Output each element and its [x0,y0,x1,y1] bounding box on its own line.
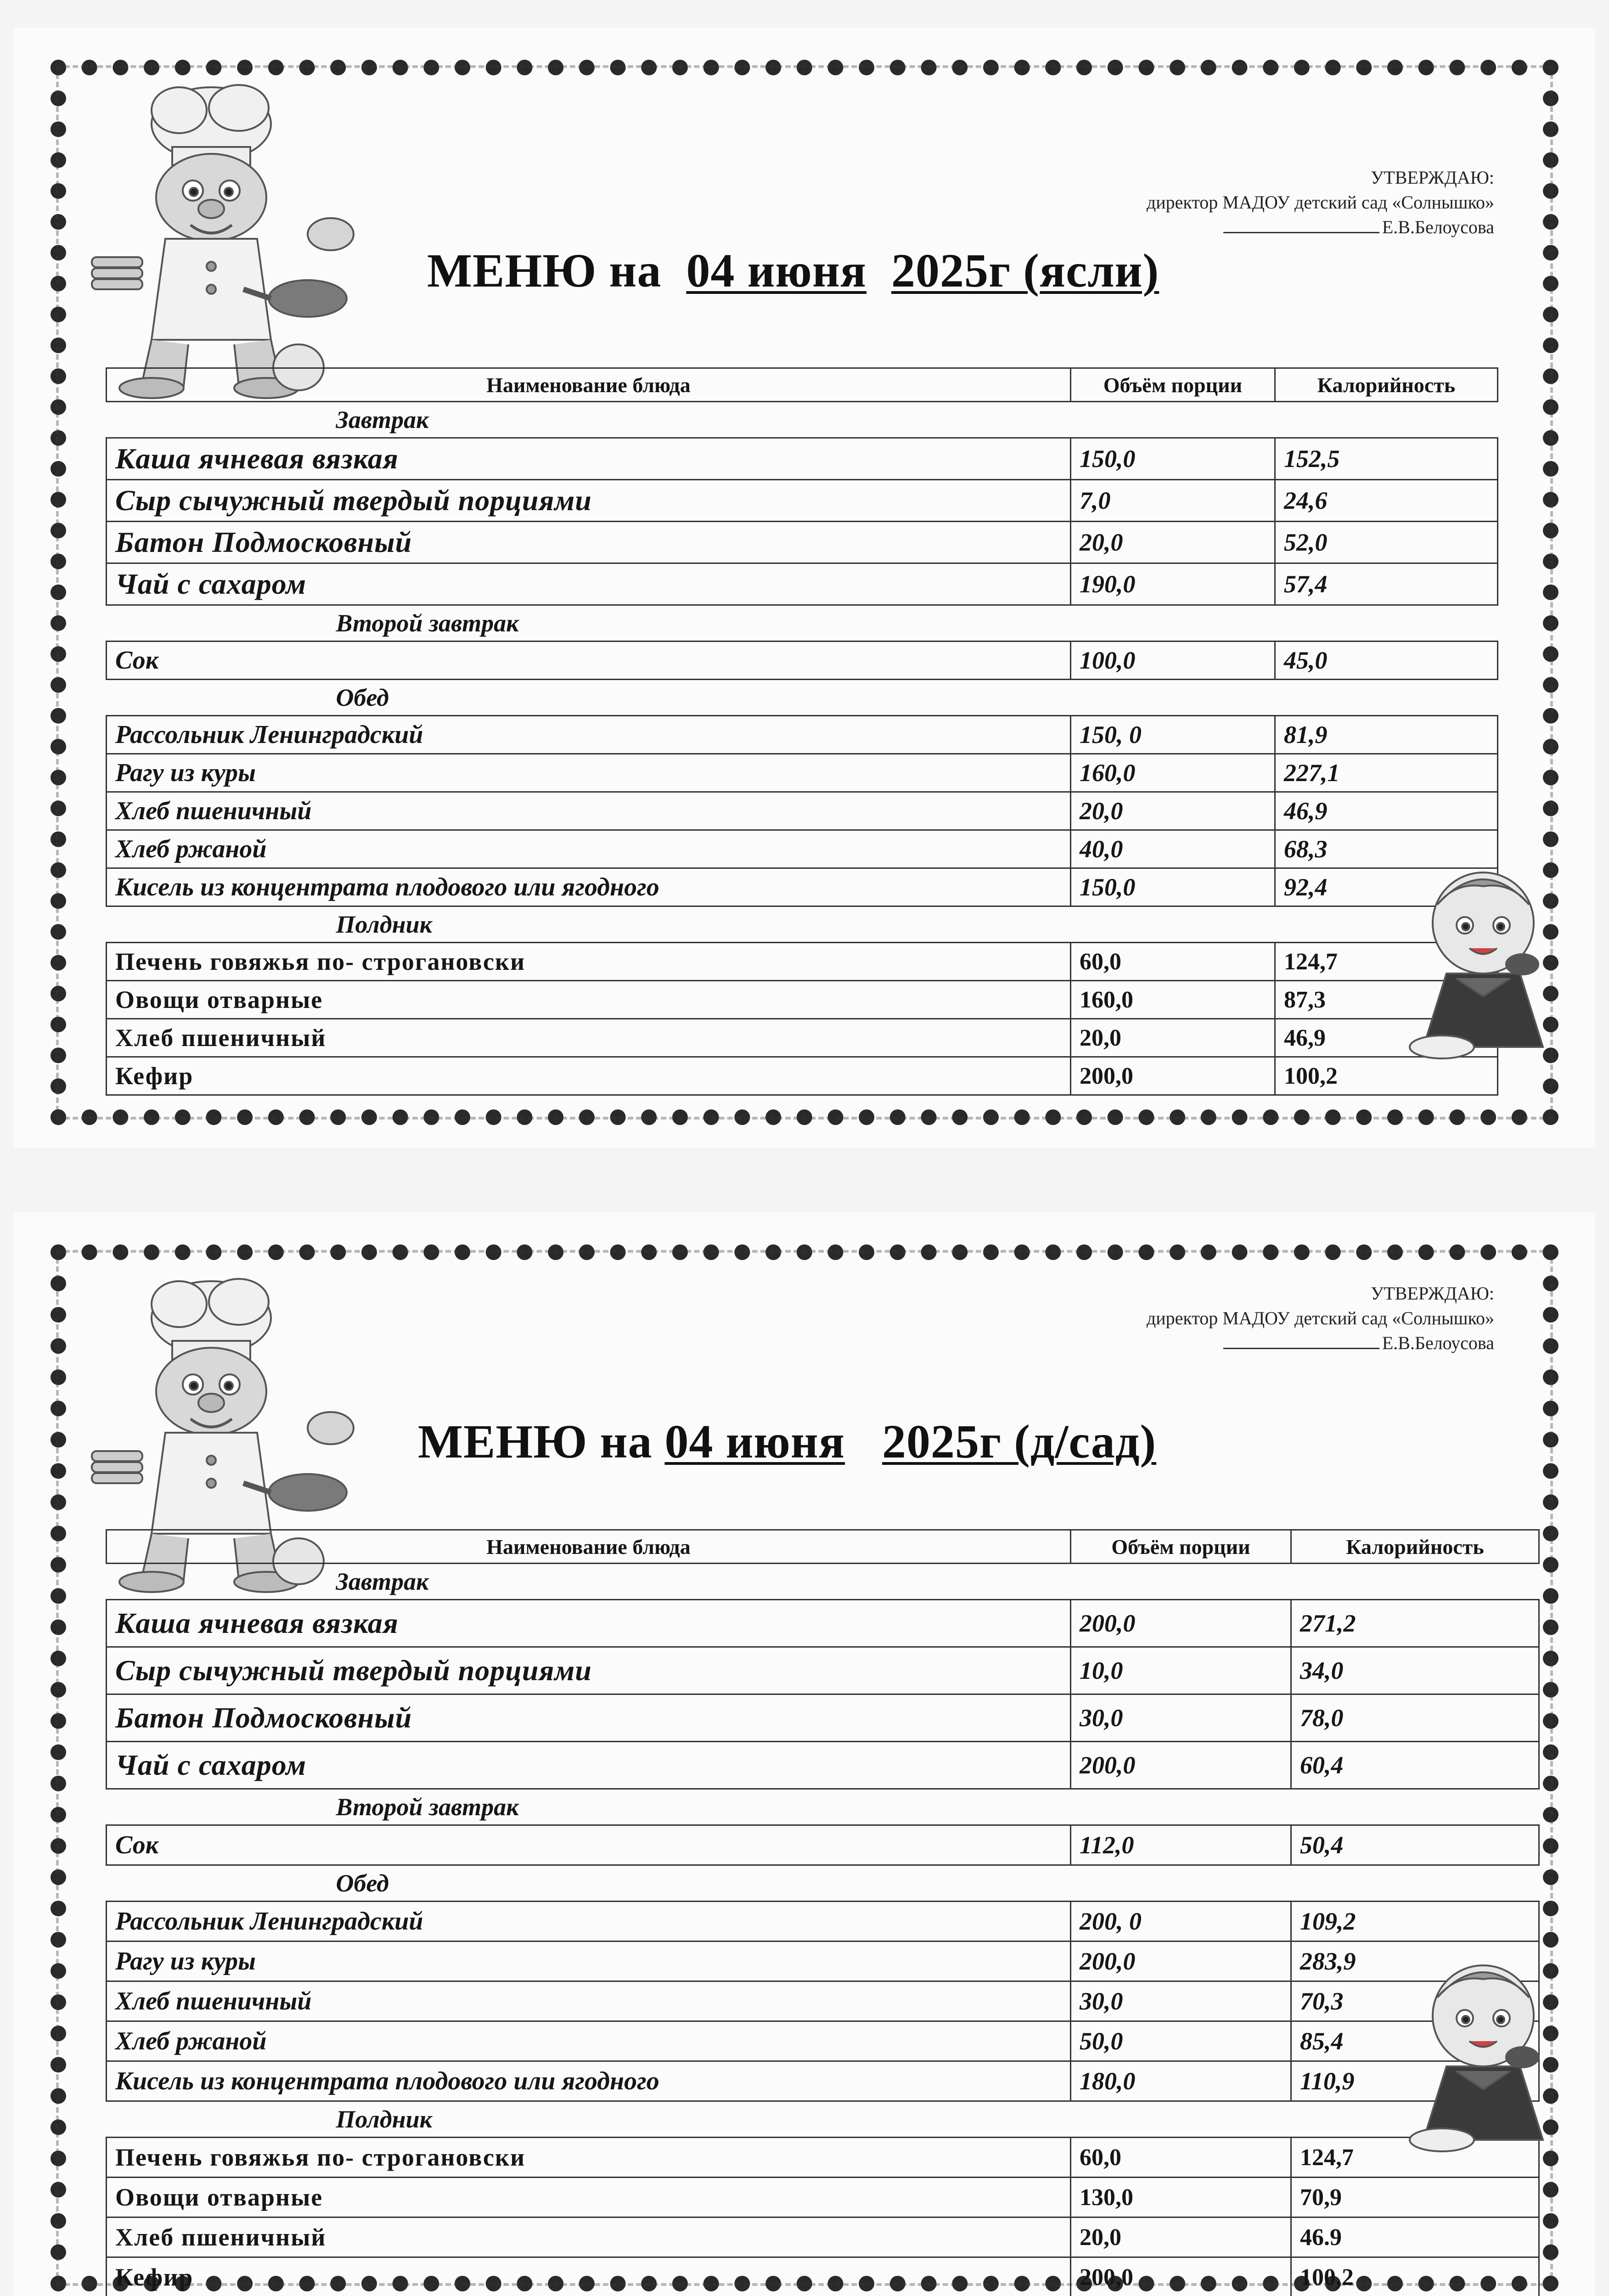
portion-cell: 150,0 [1071,868,1275,906]
table-row [107,1647,1539,1694]
chef-illustration-icon [73,83,367,404]
section-heading: Завтрак [336,1568,429,1595]
portion-cell: 180,0 [1071,2061,1291,2101]
section-row [107,402,1498,438]
child-illustration-icon [1405,863,1561,1061]
title-prefix: МЕНЮ на [427,244,662,297]
table-row [107,1019,1498,1057]
calories-cell: 92,4 [1275,868,1498,906]
portion-cell: 100,0 [1071,642,1275,680]
table-row [107,1902,1539,1941]
dish-name-cell: Рагу из куры [107,1941,1071,1981]
portion-cell: 160,0 [1071,981,1275,1019]
dish-name-cell: Печень говяжья по- строгановски [107,943,1071,981]
table-row [107,642,1498,680]
section-row [107,2101,1539,2138]
calories-cell: 46,9 [1275,792,1498,830]
calories-cell: 100,2 [1291,2257,1539,2296]
table-row [107,563,1498,605]
portion-cell: 7,0 [1071,480,1275,522]
table-row [107,1825,1539,1865]
column-header-calories: Калорийность [1275,368,1498,402]
title-year-group: 2025г (ясли) [891,244,1159,297]
table-row [107,981,1498,1019]
dish-name-cell: Кисель из концентрата плодового или ягодного [107,2061,1071,2101]
portion-cell: 150, 0 [1071,716,1275,754]
section-row [107,906,1498,943]
section-row [107,605,1498,642]
table-row [107,1694,1539,1742]
table-row [107,522,1498,563]
portion-cell: 200,0 [1071,1742,1291,1789]
table-row [107,754,1498,792]
portion-cell: 60,0 [1071,2138,1291,2178]
dish-name-cell: Кефир [107,2257,1071,2296]
section-heading: Обед [336,1869,389,1897]
calories-cell: 57,4 [1275,563,1498,605]
portion-cell: 50,0 [1071,2021,1291,2061]
section-heading: Второй завтрак [336,1793,519,1821]
calories-cell: 78,0 [1291,1694,1539,1742]
table-row [107,1742,1539,1789]
calories-cell: 110,9 [1291,2061,1539,2101]
calories-cell: 24,6 [1275,480,1498,522]
dish-name-cell: Чай с сахаром [107,1742,1071,1789]
table-row [107,1600,1539,1647]
portion-cell: 20,0 [1071,522,1275,563]
table-row [107,792,1498,830]
calories-cell: 52,0 [1275,522,1498,563]
section-heading: Полдник [336,2105,433,2133]
table-row [107,480,1498,522]
table-row [107,943,1498,981]
portion-cell: 20,0 [1071,792,1275,830]
portion-cell: 200,0 [1071,1941,1291,1981]
dish-name-cell: Рагу из куры [107,754,1071,792]
portion-cell: 20,0 [1071,2217,1291,2257]
dish-name-cell: Рассольник Ленинградский [107,716,1071,754]
menu-table [106,367,1498,1096]
portion-cell: 30,0 [1071,1981,1291,2021]
dish-name-cell: Сок [107,1825,1071,1865]
table-row [107,868,1498,906]
table-row [107,830,1498,868]
dish-name-cell: Хлеб пшеничный [107,1981,1071,2021]
table-row [107,716,1498,754]
calories-cell: 87,3 [1275,981,1498,1019]
calories-cell: 271,2 [1291,1600,1539,1647]
section-row [107,1865,1539,1902]
dish-name-cell: Кисель из концентрата плодового или ягодного [107,868,1071,906]
menu-sheet-kindergarten [14,1212,1595,2296]
title-prefix: МЕНЮ на [418,1415,653,1468]
dish-name-cell: Чай с сахаром [107,563,1071,605]
dish-name-cell: Сыр сычужный твердый порциями [107,480,1071,522]
table-row [107,2178,1539,2217]
column-header-name: Наименование блюда [107,368,1071,402]
dish-name-cell: Хлеб пшеничный [107,792,1071,830]
approval-signer: Е.В.Белоусова [1382,217,1494,237]
calories-cell: 100,2 [1275,1057,1498,1095]
approval-block [1147,1281,1494,1356]
table-row [107,2021,1539,2061]
calories-cell: 70,9 [1291,2178,1539,2217]
column-header-calories: Калорийность [1291,1530,1539,1564]
calories-cell: 34,0 [1291,1647,1539,1694]
calories-cell: 152,5 [1275,438,1498,480]
table-row [107,1981,1539,2021]
section-heading: Полдник [336,911,433,938]
calories-cell: 46,9 [1275,1019,1498,1057]
calories-cell: 227,1 [1275,754,1498,792]
section-row [107,1564,1539,1600]
page-title [418,1414,1156,1469]
dish-name-cell: Сок [107,642,1071,680]
calories-cell: 81,9 [1275,716,1498,754]
portion-cell: 160,0 [1071,754,1275,792]
calories-cell: 45,0 [1275,642,1498,680]
calories-cell: 109,2 [1291,1902,1539,1941]
approval-signature-line [1147,1331,1494,1356]
column-header-name: Наименование блюда [107,1530,1071,1564]
calories-cell: 50,4 [1291,1825,1539,1865]
dish-name-cell: Каша ячневая вязкая [107,1600,1071,1647]
dish-name-cell: Овощи отварные [107,981,1071,1019]
column-header-portion: Объём порции [1071,368,1275,402]
section-row [107,680,1498,716]
portion-cell: 60,0 [1071,943,1275,981]
table-row [107,2257,1539,2296]
approval-heading: УТВЕРЖДАЮ: [1371,167,1494,188]
calories-cell: 70,3 [1291,1981,1539,2021]
dish-name-cell: Овощи отварные [107,2178,1071,2217]
dish-name-cell: Каша ячневая вязкая [107,438,1071,480]
approval-signature-line [1147,215,1494,240]
table-row [107,2217,1539,2257]
calories-cell: 124,7 [1275,943,1498,981]
menu-sheet-nursery [14,28,1595,1148]
dish-name-cell: Кефир [107,1057,1071,1095]
portion-cell: 20,0 [1071,1019,1275,1057]
portion-cell: 190,0 [1071,563,1275,605]
dish-name-cell: Печень говяжья по- строгановски [107,2138,1071,2178]
dish-name-cell: Рассольник Ленинградский [107,1902,1071,1941]
dish-name-cell: Сыр сычужный твердый порциями [107,1647,1071,1694]
calories-cell: 124,7 [1291,2138,1539,2178]
table-row [107,1941,1539,1981]
dish-name-cell: Батон Подмосковный [107,1694,1071,1742]
dish-name-cell: Хлеб пшеничный [107,2217,1071,2257]
approval-block [1147,165,1494,240]
calories-cell: 85,4 [1291,2021,1539,2061]
approval-heading: УТВЕРЖДАЮ: [1371,1283,1494,1304]
table-row [107,2061,1539,2101]
dish-name-cell: Хлеб ржаной [107,2021,1071,2061]
calories-cell: 60,4 [1291,1742,1539,1789]
portion-cell: 10,0 [1071,1647,1291,1694]
portion-cell: 40,0 [1071,830,1275,868]
column-header-portion: Объём порции [1071,1530,1291,1564]
approval-position: директор МАДОУ детский сад «Солнышко» [1146,1308,1494,1328]
child-illustration-icon [1405,1956,1561,2154]
section-heading: Обед [336,684,389,711]
section-heading: Второй завтрак [336,609,519,637]
portion-cell: 30,0 [1071,1694,1291,1742]
portion-cell: 200,0 [1071,2257,1291,2296]
calories-cell: 283,9 [1291,1941,1539,1981]
page-title [427,243,1159,298]
portion-cell: 200, 0 [1071,1902,1291,1941]
table-row [107,2138,1539,2178]
portion-cell: 150,0 [1071,438,1275,480]
approval-position: директор МАДОУ детский сад «Солнышко» [1146,192,1494,213]
portion-cell: 200,0 [1071,1600,1291,1647]
table-row [107,438,1498,480]
dish-name-cell: Хлеб пшеничный [107,1019,1071,1057]
title-date: 04 июня [664,1415,845,1468]
section-heading: Завтрак [336,406,429,433]
approval-signer: Е.В.Белоусова [1382,1333,1494,1353]
calories-cell: 68,3 [1275,830,1498,868]
portion-cell: 200,0 [1071,1057,1275,1095]
calories-cell: 46.9 [1291,2217,1539,2257]
dish-name-cell: Батон Подмосковный [107,522,1071,563]
dish-name-cell: Хлеб ржаной [107,830,1071,868]
portion-cell: 130,0 [1071,2178,1291,2217]
title-date: 04 июня [686,244,867,297]
table-row [107,1057,1498,1095]
section-row [107,1789,1539,1825]
portion-cell: 112,0 [1071,1825,1291,1865]
title-year-group: 2025г (д/сад) [882,1415,1157,1468]
menu-table [106,1529,1540,2296]
